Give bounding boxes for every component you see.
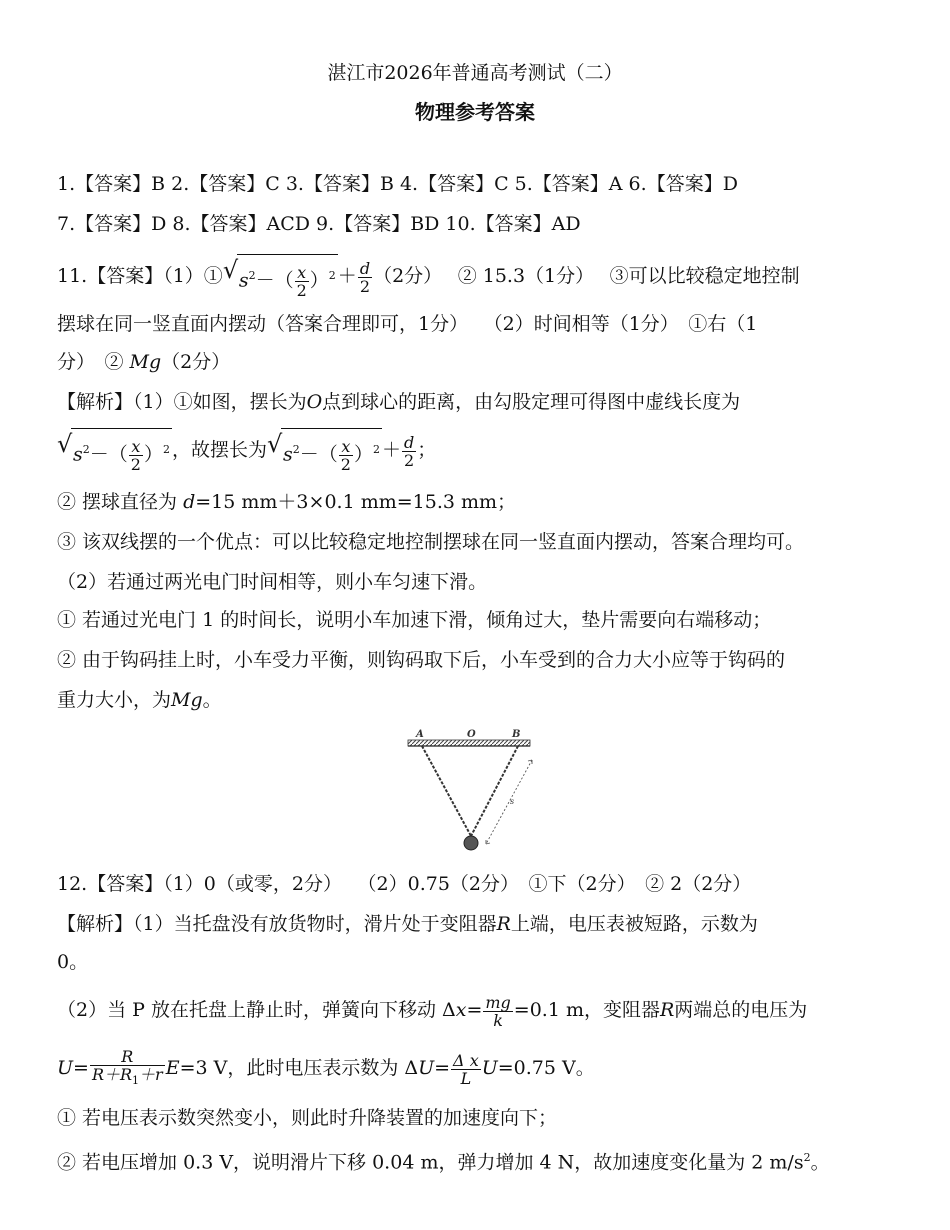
formula3-close: ） [353,443,373,466]
q12-analysis-4-u: U [57,1057,74,1079]
fraction-mg: mg [485,992,511,1012]
page-title: 湛江市2026年普通高考测试（二） [327,62,623,84]
q11-analysis-3a: ② 摆球直径为 [57,491,184,513]
fraction-d-2 [358,260,372,295]
formula-x: x [297,262,307,282]
formula3-plus: ＋ [381,439,401,462]
q11-analysis-1a: 【解析】（1）①如图，摆长为 [57,391,307,413]
q12-analysis-5: ① 若电压表示数突然变小，则此时升降装置的加速度向下； [57,1107,558,1129]
formula2-sq2: 2 [162,443,170,456]
q12-analysis-1b: 上端，电压表被短路，示数为 [510,913,758,935]
sqrt-formula-3 [267,428,382,474]
q12-analysis-3-r: R [659,999,675,1021]
q12-answer-line: 12.【答案】（1）0（或零，2分） （2）0.75（2分） ①下（2分） ② 2（2分） [57,873,752,895]
q11-answer-line-2: 摆球在同一竖直面内摆动（答案合理即可，1分） （2）时间相等（1分） ①右（1 [57,313,758,335]
fraction-dx: Δ x [453,1050,479,1070]
formula-sq2: 2 [328,269,336,282]
formula3-two: 2 [340,454,351,474]
formula3-two-b: 2 [402,451,416,469]
q11-analysis-8a: 重力大小，为 [57,689,172,711]
q11-analysis-7: ② 由于钩码挂上时，小车受力平衡，则钩码取下后，小车受到的合力大小应等于钩码的 [57,649,786,671]
arrow-head-top [528,760,532,764]
label-s: s [510,797,515,806]
formula-sq: 2 [248,269,256,282]
label-o: O [467,729,476,740]
fraction2-x-2 [129,438,143,473]
fraction-x-2 [295,264,309,299]
fraction-l: L [460,1068,472,1088]
q12-analysis-2: 0。 [57,951,89,973]
radical-sign-2: √ [57,430,73,458]
q11-analysis-3b: =15 mm＋3×0.1 mm=15.3 mm； [195,491,517,513]
q11-line3-score: （2分） [161,351,231,373]
q11-answer-line [57,254,800,300]
formula-d: d [359,258,371,278]
q12-analysis-3b: =0.1 m，变阻器 [513,999,660,1021]
formula3-d: d [404,432,415,452]
formula2-sq: 2 [82,443,90,456]
q12-analysis-6-sup: 2 [803,1151,811,1164]
formula-two: 2 [296,280,307,300]
q11-analysis-8 [57,686,222,714]
formula2-close: ） [143,443,163,466]
formula2-minus: －（ [89,443,128,466]
fraction-mg-k [483,994,512,1029]
ceiling-support [408,740,530,746]
q11-line3-text: 分） ② [57,351,130,373]
resistor-r-label: R [496,913,511,935]
fraction3-d-2 [402,434,416,469]
q12-analysis-6-end: 。 [810,1151,830,1174]
q12-analysis-4c: =0.75 V。 [497,1057,595,1079]
formula3-minus: －（ [299,443,338,466]
q11-after-formula: （2分） ② 15.3（1分） ③可以比较稳定地控制 [373,265,800,288]
q11-analysis-2-end: ； [417,439,437,462]
pendulum-ball [464,836,478,850]
q11-prefix: 11.【答案】（1）① [57,265,223,288]
q12-analysis-6-text: ② 若电压增加 0.3 V，说明滑片下移 0.04 m，弹力增加 4 N，故加速度变化量为 2 m/s [57,1151,804,1174]
sqrt-formula [223,254,338,300]
q11-analysis-2 [57,428,436,474]
q12-analysis-1a: 【解析】（1）当托盘没有放货物时，滑片处于变阻器 [57,913,497,935]
q12-analysis-3 [57,988,807,1032]
formula2-two: 2 [130,454,141,474]
q12-analysis-4b: =3 V，此时电压表示数为 Δ [179,1057,419,1079]
q12-analysis-1 [57,910,758,938]
q11-analysis-8-mg: Mg [171,689,203,711]
left-string [422,746,471,836]
q12-analysis-4-eq2: = [434,1057,451,1079]
fraction-k: k [493,1010,503,1030]
formula3-x: x [341,436,351,456]
fraction-r-numerator: R [121,1047,134,1067]
double-pendulum-figure [404,724,544,856]
q11-analysis-4: ③ 该双线摆的一个优点：可以比较稳定地控制摆球在同一竖直面内摆动，答案合理均可。 [57,531,805,553]
q12-analysis-3-eq: = [466,999,483,1021]
fraction-r-denominator: R＋R [91,1065,133,1085]
page-subtitle: 物理参考答案 [415,100,535,124]
fraction3-x-2 [339,438,353,473]
answers-line-1: 1.【答案】B 2.【答案】C 3.【答案】B 4.【答案】C 5.【答案】A 6.【答案】D [57,173,738,195]
formula-two-b: 2 [358,277,372,295]
q12-analysis-3a: （2）当 P 放在托盘上静止时，弹簧向下移动 Δ [57,999,456,1021]
fraction-r1-subscript: 1 [132,1074,140,1088]
formula2-x: x [131,436,141,456]
q12-analysis-4-eq: = [73,1057,89,1079]
formula3-sq: 2 [292,443,300,456]
q11-analysis-1 [57,388,740,416]
label-b: B [512,729,521,740]
q11-analysis-8b: 。 [202,689,222,711]
right-string [471,746,518,836]
formula-close: ） [309,269,329,292]
formula3-s: s [283,443,293,466]
dimension-line-s [486,760,532,844]
q12-analysis-3-x: x [455,999,467,1021]
sqrt-formula-2 [57,428,172,474]
formula3-sq2: 2 [372,443,380,456]
fraction-r-internal: ＋r [139,1065,163,1085]
point-o-label: O [306,391,323,413]
q11-line3-mg: Mg [129,351,162,373]
radical-sign-3: √ [267,430,283,458]
q12-analysis-3c: 两端总的电压为 [674,999,808,1021]
diameter-d-label: d [183,491,196,513]
q11-analysis-3 [57,488,516,516]
fraction-dx-l [451,1052,481,1087]
q12-analysis-4 [57,1046,595,1090]
q11-analysis-1b: 点到球心的距离，由勾股定理可得图中虚线长度为 [322,391,741,413]
formula-s: s [238,269,249,292]
fraction-voltage-divider [90,1048,165,1089]
formula2-s: s [73,443,83,466]
formula-minus: －（ [255,269,294,292]
q12-analysis-6 [57,1144,830,1176]
q11-analysis-6: ① 若通过光电门 1 的时间长，说明小车加速下滑，倾角过大，垫片需要向右端移动； [57,609,772,631]
radical-sign: √ [222,256,239,284]
q11-analysis-5: （2）若通过两光电门时间相等，则小车匀速下滑。 [57,571,488,593]
q11-answer-line-3 [57,348,230,376]
answers-line-2: 7.【答案】D 8.【答案】ACD 9.【答案】BD 10.【答案】AD [57,213,581,235]
q12-analysis-4-u2: U [418,1057,435,1079]
emf-e-label: E [165,1057,180,1079]
q12-analysis-4-u3: U [481,1057,498,1079]
q11-analysis-2-mid: ，故摆长为 [171,439,267,462]
label-a: A [416,729,424,740]
formula-plus: ＋ [337,265,357,288]
